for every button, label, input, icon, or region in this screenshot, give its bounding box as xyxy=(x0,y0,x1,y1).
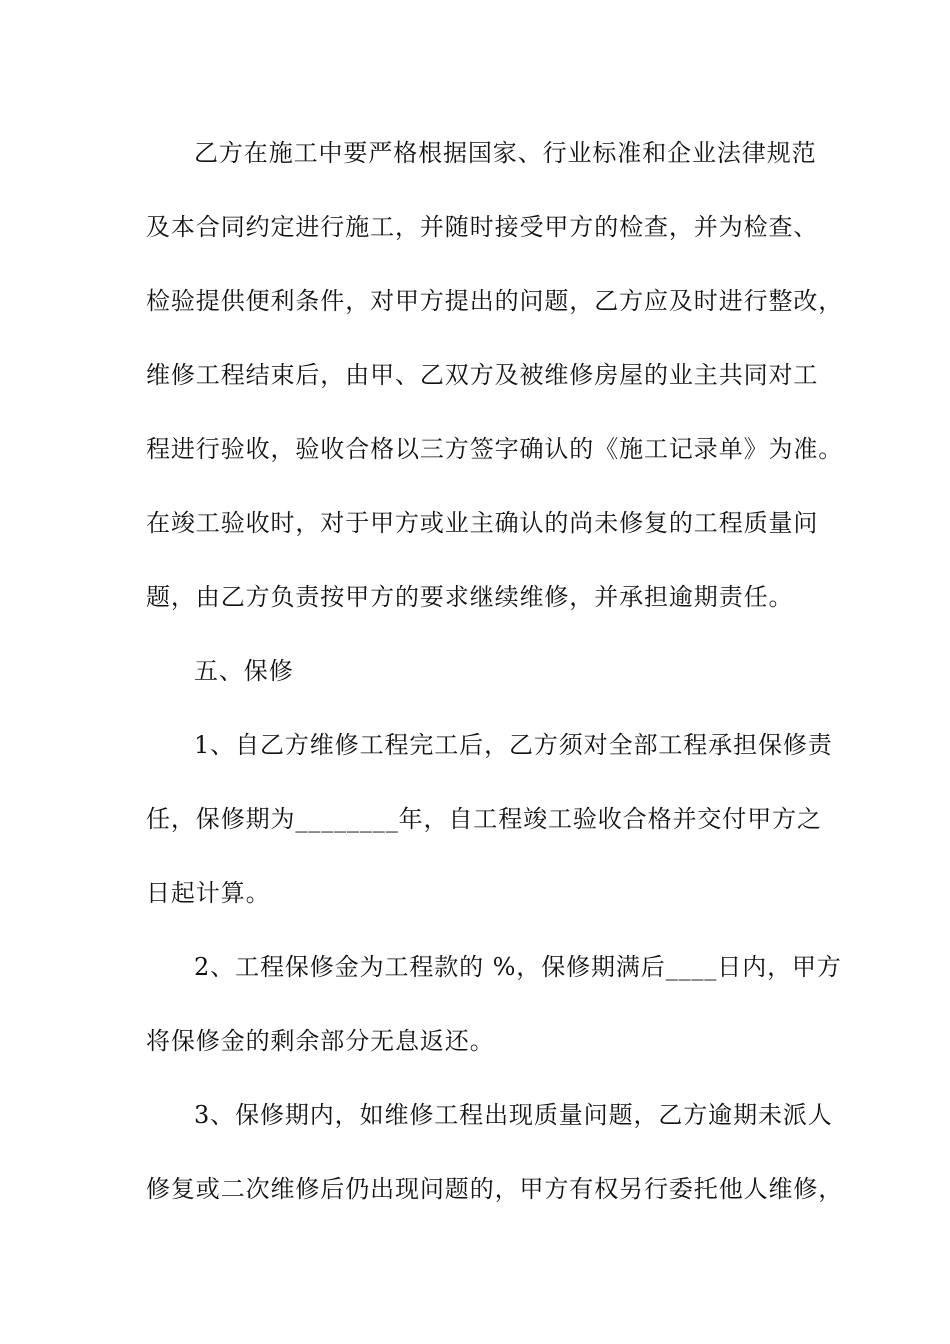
paragraph-line: 程进行验收，验收合格以三方签字确认的《施工记录单》为准。 xyxy=(146,435,844,463)
paragraph-line: 任，保修期为________年，自工程竣工验收合格并交付甲方之 xyxy=(146,805,822,833)
paragraph-line: 将保修金的剩余部分无息返还。 xyxy=(146,1027,495,1055)
paragraph-line: 题，由乙方负责按甲方的要求继续维修，并承担逾期责任。 xyxy=(146,583,794,611)
paragraph-line: 检验提供便利条件，对甲方提出的问题，乙方应及时进行整改， xyxy=(146,287,844,315)
paragraph-line: 2、工程保修金为工程款的 %，保修期满后____日内，甲方 xyxy=(194,953,842,981)
paragraph-line: 1、自乙方维修工程完工后，乙方须对全部工程承担保修责 xyxy=(194,731,833,759)
paragraph-line: 维修工程结束后，由甲、乙双方及被维修房屋的业主共同对工 xyxy=(146,361,819,389)
paragraph-line: 乙方在施工中要严格根据国家、行业标准和企业法律规范 xyxy=(194,139,817,167)
paragraph-line: 3、保修期内，如维修工程出现质量问题，乙方逾期未派人 xyxy=(194,1101,833,1129)
paragraph-line: 修复或二次维修后仍出现问题的，甲方有权另行委托他人维修， xyxy=(146,1175,844,1203)
paragraph-line: 及本合同约定进行施工，并随时接受甲方的检查，并为检查、 xyxy=(146,213,819,241)
paragraph-line: 在竣工验收时，对于甲方或业主确认的尚未修复的工程质量问 xyxy=(146,509,819,537)
section-heading: 五、保修 xyxy=(194,657,294,685)
paragraph-line: 日起计算。 xyxy=(146,879,271,907)
